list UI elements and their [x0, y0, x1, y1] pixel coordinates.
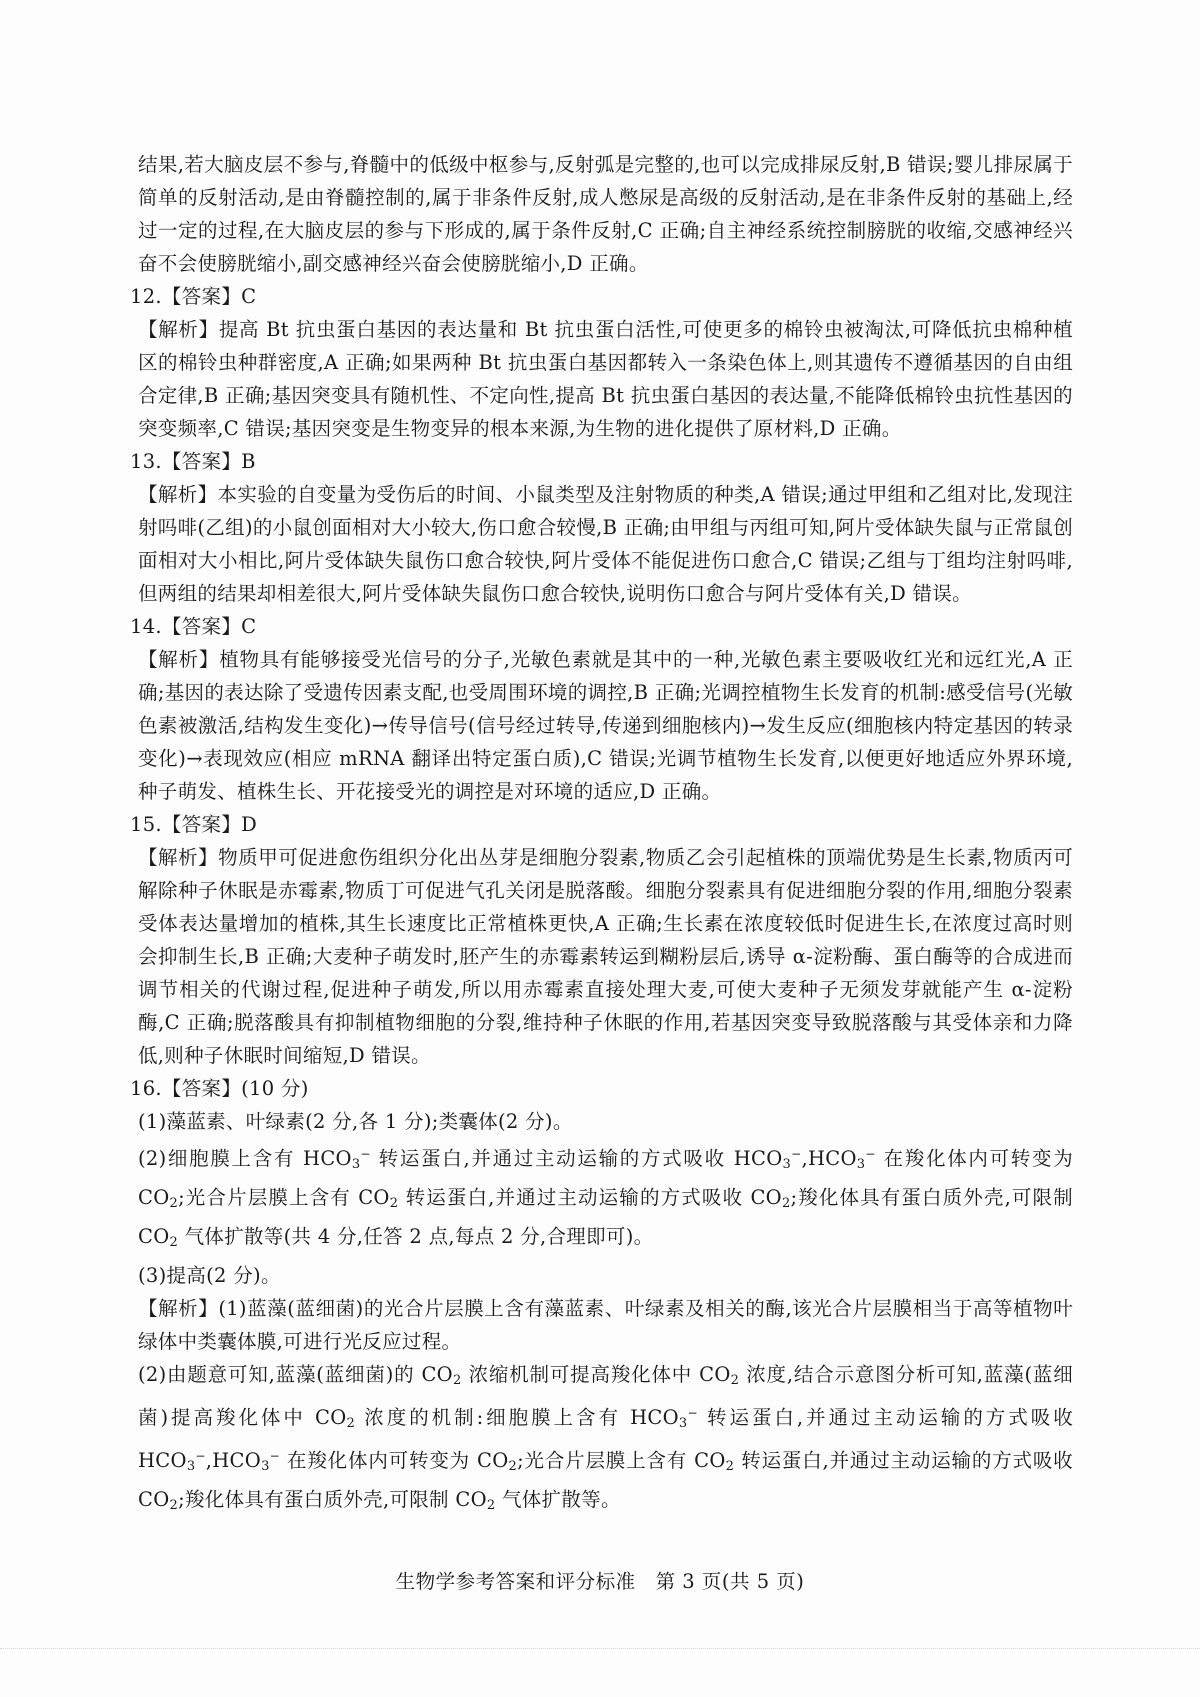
text-run: ;光合片层膜上含有 CO: [178, 1186, 390, 1209]
superscript: −: [865, 1147, 876, 1161]
q12-number: 12.: [130, 285, 162, 308]
text-run: ,HCO: [205, 1449, 262, 1472]
q15-analysis-label: 【解析】: [138, 846, 219, 869]
subscript: 2: [346, 1416, 356, 1431]
q16-analysis-part2: [138, 1358, 1073, 1522]
q15-answer-label: 【答案】D: [161, 813, 258, 836]
subscript: 3: [782, 1157, 792, 1172]
text-run: 浓缩机制可提高羧化体中 CO: [461, 1363, 731, 1386]
text-run: 在羧化体内可转变为 CO: [138, 1147, 1074, 1209]
text-run: 在羧化体内可转变为 CO: [280, 1449, 509, 1472]
subscript: 2: [169, 1235, 179, 1250]
q13-analysis-text: 本实验的自变量为受伤后的时间、小鼠类型及注射物质的种类,A 错误;通过甲组和乙组对比,发现注射吗啡(乙组)的小鼠创面相对大小较大,伤口愈合较慢,B 正确;由甲组与丙组可知,阿片受体缺失鼠与正常鼠创面相对大小相比,阿片受体缺失鼠伤口愈合较快,阿片受体不能促进伤口愈合,C 错误;乙组与丁组均注射吗啡,但两组的结果却相差很大,阿片受体缺失鼠伤口愈合较快,说明伤口愈合与阿片受体有关,D 错误。: [138, 483, 1073, 605]
subscript: 2: [169, 1196, 179, 1211]
text-run: ;光合片层膜上含有 CO: [517, 1449, 726, 1472]
q13-answer: [130, 445, 1073, 478]
q16-answer-label: 【答案】(10 分): [161, 1077, 309, 1100]
text-run: 气体扩散等。: [495, 1488, 621, 1511]
q16-analysis-label: 【解析】: [138, 1297, 219, 1320]
q16-answer: [130, 1072, 1073, 1105]
page-content: [130, 148, 1074, 1522]
superscript: −: [791, 1147, 802, 1161]
q14-analysis: [138, 643, 1073, 808]
superscript: −: [195, 1449, 206, 1463]
subscript: 2: [730, 1373, 740, 1388]
subscript: 3: [261, 1459, 270, 1474]
text-run: 浓度的机制:细胞膜上含有 HCO: [355, 1406, 679, 1429]
subscript: 2: [781, 1196, 791, 1211]
q16-answer-part1: (1)藻蓝素、叶绿素(2 分,各 1 分);类囊体(2 分)。: [138, 1110, 573, 1133]
text-run: 转运蛋白,并通过主动运输的方式吸收 HCO: [370, 1147, 783, 1170]
text-run: 气体扩散等(共 4 分,任答 2 点,每点 2 分,合理即可)。: [178, 1225, 654, 1248]
text-run: 转运蛋白,并通过主动运输的方式吸收 HCO: [138, 1406, 1073, 1472]
superscript: −: [269, 1449, 280, 1463]
text-run: (2)由题意可知,蓝藻(蓝细菌)的 CO: [138, 1363, 453, 1386]
text-run: ;羧化体具有蛋白质外壳,可限制 CO: [178, 1488, 487, 1511]
q13-analysis-label: 【解析】: [138, 483, 218, 506]
q12-analysis-text: 提高 Bt 抗虫蛋白基因的表达量和 Bt 抗虫蛋白活性,可使更多的棉铃虫被淘汰,可降低抗虫棉种植区的棉铃虫种群密度,A 正确;如果两种 Bt 抗虫蛋白基因都转入一条染色体上,则其遗传不遵循基因的自由组合定律,B 正确;基因突变具有随机性、不定向性,提高 Bt 抗虫蛋白基因的表达量,不能降低棉铃虫抗性基因的突变频率,C 错误;基因突变是生物变异的根本来源,为生物的进化提供了原材料,D 正确。: [138, 318, 1073, 440]
q13-number: 13.: [130, 450, 162, 473]
q12-analysis: [138, 313, 1073, 445]
page-footer: 生物学参考答案和评分标准 第 3 页(共 5 页): [395, 1570, 805, 1593]
superscript: −: [360, 1147, 371, 1161]
q15-analysis-text: 物质甲可促进愈伤组织分化出丛芽是细胞分裂素,物质乙会引起植株的顶端优势是生长素,物质丙可解除种子休眠是赤霉素,物质丁可促进气孔关闭是脱落酸。细胞分裂素具有促进细胞分裂的作用,细胞分裂素受体表达量增加的植株,其生长速度比正常植株更快,A 正确;生长素在浓度较低时促进生长,在浓度过高时则会抑制生长,B 正确;大麦种子萌发时,胚产生的赤霉素转运到糊粉层后,诱导 α-淀粉酶、蛋白酶等的合成进而调节相关的代谢过程,促进种子萌发,所以用赤霉素直接处理大麦,可使大麦种子无须发芽就能产生 α-淀粉酶,C 正确;脱落酸具有抑制植物细胞的分裂,维持种子休眠的作用,若基因突变导致脱落酸与其受体亲和力降低,则种子休眠时间缩短,D 错误。: [138, 846, 1073, 1067]
subscript: 3: [856, 1157, 866, 1172]
q16-analysis-part1: [138, 1292, 1073, 1358]
subscript: 2: [169, 1498, 179, 1513]
q16-answer-part3: (3)提高(2 分)。: [138, 1264, 281, 1287]
text-run: ;羧化体具有蛋白质外壳,可限制 CO: [138, 1186, 1073, 1248]
superscript: −: [687, 1406, 698, 1420]
q14-answer: [130, 610, 1073, 643]
text-run: ,HCO: [801, 1147, 857, 1170]
subscript: 3: [678, 1416, 688, 1431]
q16-number: 16.: [130, 1077, 162, 1100]
subscript: 2: [508, 1459, 518, 1474]
text-run: 浓度,结合示意图分析可知,蓝藻(蓝细菌)提高羧化体中 CO: [138, 1363, 1073, 1429]
subscript: 3: [351, 1157, 361, 1172]
subscript: 3: [186, 1459, 196, 1474]
q13-analysis: [138, 478, 1073, 610]
q12-analysis-label: 【解析】: [138, 318, 219, 341]
q16-answer-part2: [138, 1138, 1073, 1259]
q14-analysis-label: 【解析】: [138, 648, 220, 671]
q14-number: 14.: [130, 615, 162, 638]
q15-number: 15.: [130, 813, 162, 836]
q14-answer-label: 【答案】C: [161, 615, 257, 638]
q16-analysis-text: (1)蓝藻(蓝细菌)的光合片层膜上含有藻蓝素、叶绿素及相关的酶,该光合片层膜相当于高等植物叶绿体中类囊体膜,可进行光反应过程。: [138, 1297, 1073, 1353]
q12-answer-label: 【答案】C: [161, 285, 257, 308]
subscript: 2: [452, 1373, 462, 1388]
q13-answer-label: 【答案】B: [161, 450, 256, 473]
subscript: 2: [389, 1196, 399, 1211]
text-run: (2)细胞膜上含有 HCO: [138, 1147, 352, 1170]
intro-paragraph: 结果,若大脑皮层不参与,脊髓中的低级中枢参与,反射弧是完整的,也可以完成排尿反射,B 错误;婴儿排尿属于简单的反射活动,是由脊髓控制的,属于非条件反射,成人憋尿是高级的反射活动,是在非条件反射的基础上,经过一定的过程,在大脑皮层的参与下形成的,属于条件反射,C 正确;自主神经系统控制膀胱的收缩,交感神经兴奋不会使膀胱缩小,副交感神经兴奋会使膀胱缩小,D 正确。: [138, 153, 1073, 275]
subscript: 2: [486, 1498, 496, 1513]
text-run: 转运蛋白,并通过主动运输的方式吸收 CO: [138, 1449, 1073, 1511]
q15-analysis: [138, 841, 1073, 1072]
q14-analysis-text: 植物具有能够接受光信号的分子,光敏色素就是其中的一种,光敏色素主要吸收红光和远红光,A 正确;基因的表达除了受遗传因素支配,也受周围环境的调控,B 正确;光调控植物生长发育的机制:感受信号(光敏色素被激活,结构发生变化)→传导信号(信号经过转导,传递到细胞核内)→发生反应(细胞核内特定基因的转录变化)→表现效应(相应 mRNA 翻译出特定蛋白质),C 错误;光调节植物生长发育,以便更好地适应外界环境,种子萌发、植株生长、开花接受光的调控是对环境的适应,D 正确。: [138, 648, 1073, 803]
q15-answer: [130, 808, 1073, 841]
text-run: 转运蛋白,并通过主动运输的方式吸收 CO: [398, 1186, 782, 1209]
subscript: 2: [725, 1459, 735, 1474]
q12-answer: [130, 280, 1073, 313]
scan-edge-divider: [0, 1648, 1200, 1649]
